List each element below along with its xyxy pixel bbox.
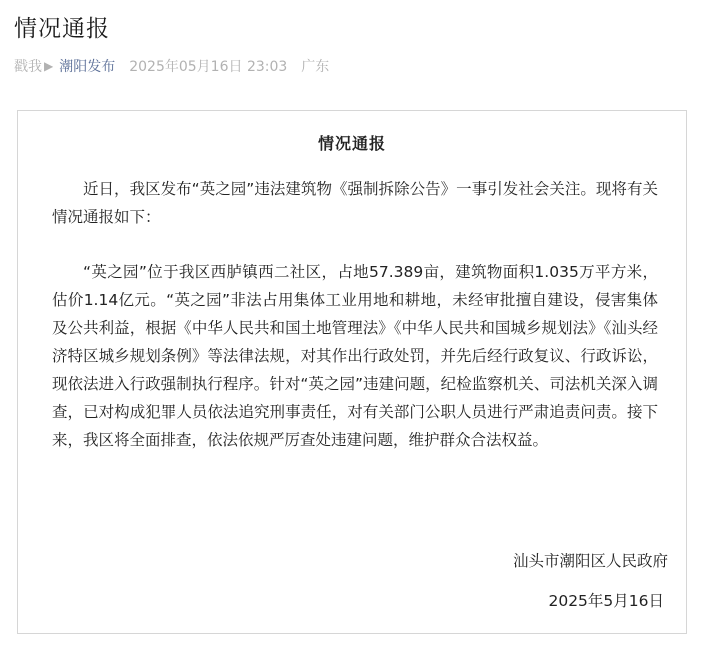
account-name-link[interactable]: 潮阳发布 (59, 59, 116, 75)
play-arrow-icon: ▶ (44, 59, 54, 73)
publish-location: 广东 (301, 59, 330, 75)
notice-date: 2025年5月16日 (548, 592, 664, 610)
article-meta (14, 56, 329, 76)
notice-paragraph-intro: 近日，我区发布“英之园”违法建筑物《强制拆除公告》一事引发社会关注。现将有关情况通报如下： (52, 180, 658, 226)
notice-image[interactable] (17, 110, 687, 634)
notice-signature: 汕头市潮阳区人民政府 (512, 552, 668, 570)
publish-datetime: 2025年05月16日 23:03 (129, 59, 288, 75)
notice-paragraph-body: “英之园”位于我区西胪镇西二社区，占地57.389亩，建筑物面积1.035万平方米，估价1.14亿元。“英之园”非法占用集体工业用地和耕地，未经审批擅自建设，侵害集体及公共利益，根据《中华人民共和国土地管理法》《中华人民共和国城乡规划法》《汕头经济特区城乡规划条例》等法律法规，对其作出行政处罚，并先后经行政复议、行政诉讼，现依法进入行政强制执行程序。针对“英之园”违建问题，纪检监察机关、司法机关深入调查，已对构成犯罪人员依法追究刑事责任，对有关部门公职人员进行严肃追责问责。接下来，我区将全面排查，依法依规严厉查处违建问题，维护群众合法权益。 (52, 263, 658, 449)
page-title: 情况通报 (14, 16, 110, 42)
source-link[interactable]: 戳我 (14, 59, 42, 75)
notice-title: 情况通报 (317, 134, 386, 153)
